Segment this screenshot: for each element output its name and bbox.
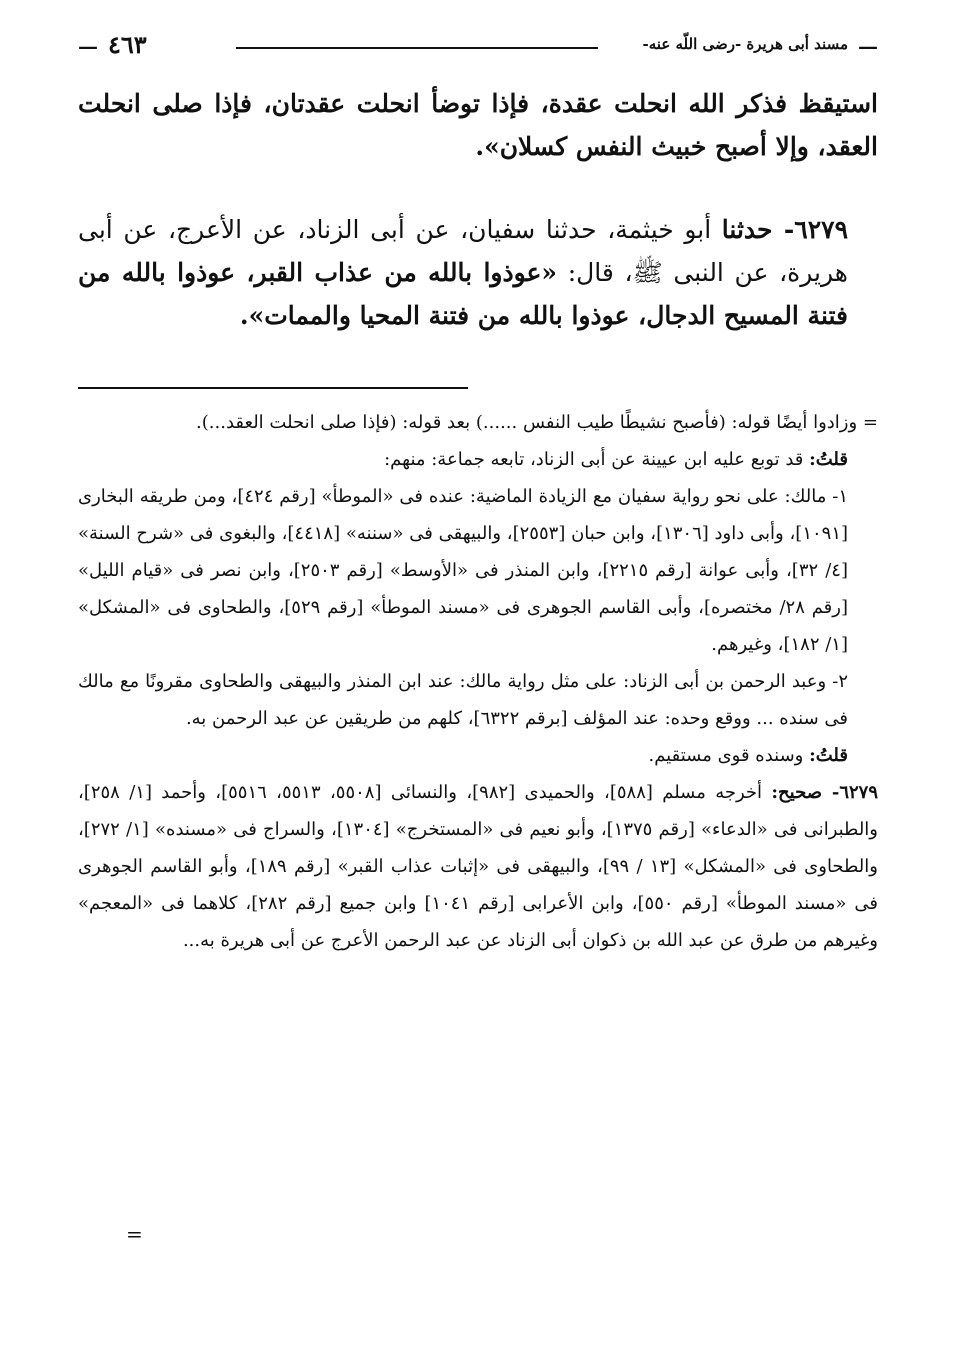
footnote-item-1: ١- مالك: على نحو رواية سفيان مع الزيادة الماضية: عنده فى «الموطأ» [رقم ٤٢٤]، ومن طريقه البخارى [١٠٩١]، وأبى داود [١٣٠٦]، وابن حبان [٢٥٥٣]، والبيهقى فى «سننه» [٤٤١٨]، والبغوى فى «شرح السنة» [٤/ ٣٢]، وأبى عوانة [رقم ٢٢١٥]، وابن المنذر فى «الأوسط» [رقم ٢٥٠٣]، وابن نصر فى «قيام الليل» [رقم ٢٨/ مختصره]، وأبى القاسم الجوهرى فى «مسند الموطأ» [رقم ٥٢٩]، والطحاوى فى «المشكل» [١/ ١٨٢]، وغيرهم. (78, 486, 849, 655)
book-title: مسند أبى هريرة -رضى اللّه عنه- (642, 35, 848, 53)
continuation-mark: = (126, 1222, 143, 1246)
footnote-continued: = وزادوا أيضًا قوله: (فأصبح نشيطًا طيب النفس ......) بعد قوله: (فإذا صلى انحلت العقد...). (196, 412, 878, 433)
hadith-chain: أبو خيثمة، حدثنا سفيان، عن أبى الزناد، عن الأعرج، عن أبى هريرة، عن النبى ﷺ، قال: (78, 215, 848, 287)
footnote-qultu-2 (78, 737, 878, 774)
hadith-continuation (78, 82, 878, 168)
header-dash-left: — (78, 34, 98, 58)
hadith-continuation-line1: استيقظ فذكر الله انحلت عقدة، فإذا توضأ انحلت عقدتان، فإذا صلى انحلت (78, 89, 878, 118)
takhrij-number: ٦٢٧٩- صحيح: (771, 782, 879, 803)
qultu-label-2: قلتُ: (809, 745, 848, 766)
running-header (78, 30, 878, 60)
header-dash-right: — (858, 34, 878, 58)
footnote-qultu-1 (78, 441, 878, 478)
qultu-label: قلتُ: (809, 449, 848, 470)
hadith-matn: «عوذوا بالله من عذاب القبر، عوذوا بالله من فتنة المسيح الدجال، عوذوا بالله من فتنة المحيا والممات». (78, 258, 848, 330)
takhrij-text: أخرجه مسلم [٥٨٨]، والحميدى [٩٨٢]، والنسائى [٥٥٠٨، ٥٥١٣، ٥٥١٦]، وأحمد [١/ ٢٥٨]، والطبرانى فى «الدعاء» [رقم ١٣٧٥]، وأبو نعيم فى «المستخرج» [١٣٠٤]، والسراج فى «مسنده» [١/ ٢٧٢]، والطحاوى فى «المشكل» [١٣ / ٩٩]، والبيهقى فى «إثبات عذاب القبر» [رقم ١٨٩]، وأبو القاسم الجوهرى فى «مسند الموطأ» [رقم ٥٥٠]، وابن الأعرابى [رقم ١٠٤١] وابن جميع [رقم ٢٨٢]، كلاهما فى «المعجم» وغيرهم من طرق عن عبد الله بن ذكوان أبى الزناد عن عبد الرحمن الأعرج عن أبى هريرة به... (78, 782, 878, 951)
page (78, 0, 878, 1345)
footnote-separator (78, 387, 468, 389)
page-number: ٤٦٣ (108, 30, 147, 59)
hadith-6279 (78, 208, 878, 337)
hadith-text (78, 82, 878, 337)
qultu-text-2: وسنده قوى مستقيم. (648, 745, 810, 766)
hadith-continuation-line2: العقد، وإلا أصبح خبيث النفس كسلان». (475, 132, 878, 161)
footnotes (78, 404, 878, 959)
hadith-number: ٦٢٧٩- حدثنا (721, 215, 848, 244)
takhrij-6279 (78, 774, 878, 959)
qultu-text: قد توبع عليه ابن عيينة عن أبى الزناد، تابعه جماعة: منهم: (384, 449, 810, 470)
header-rule (236, 47, 598, 49)
footnote-item-2: ٢- وعبد الرحمن بن أبى الزناد: على مثل رواية مالك: عند ابن المنذر والبيهقى والطحاوى مقرونًا مع مالك فى سنده ... ووقع وحده: عند المؤلف [برقم ٦٣٢٢]، كلهم من طريقين عن عبد الرحمن به. (78, 671, 848, 729)
